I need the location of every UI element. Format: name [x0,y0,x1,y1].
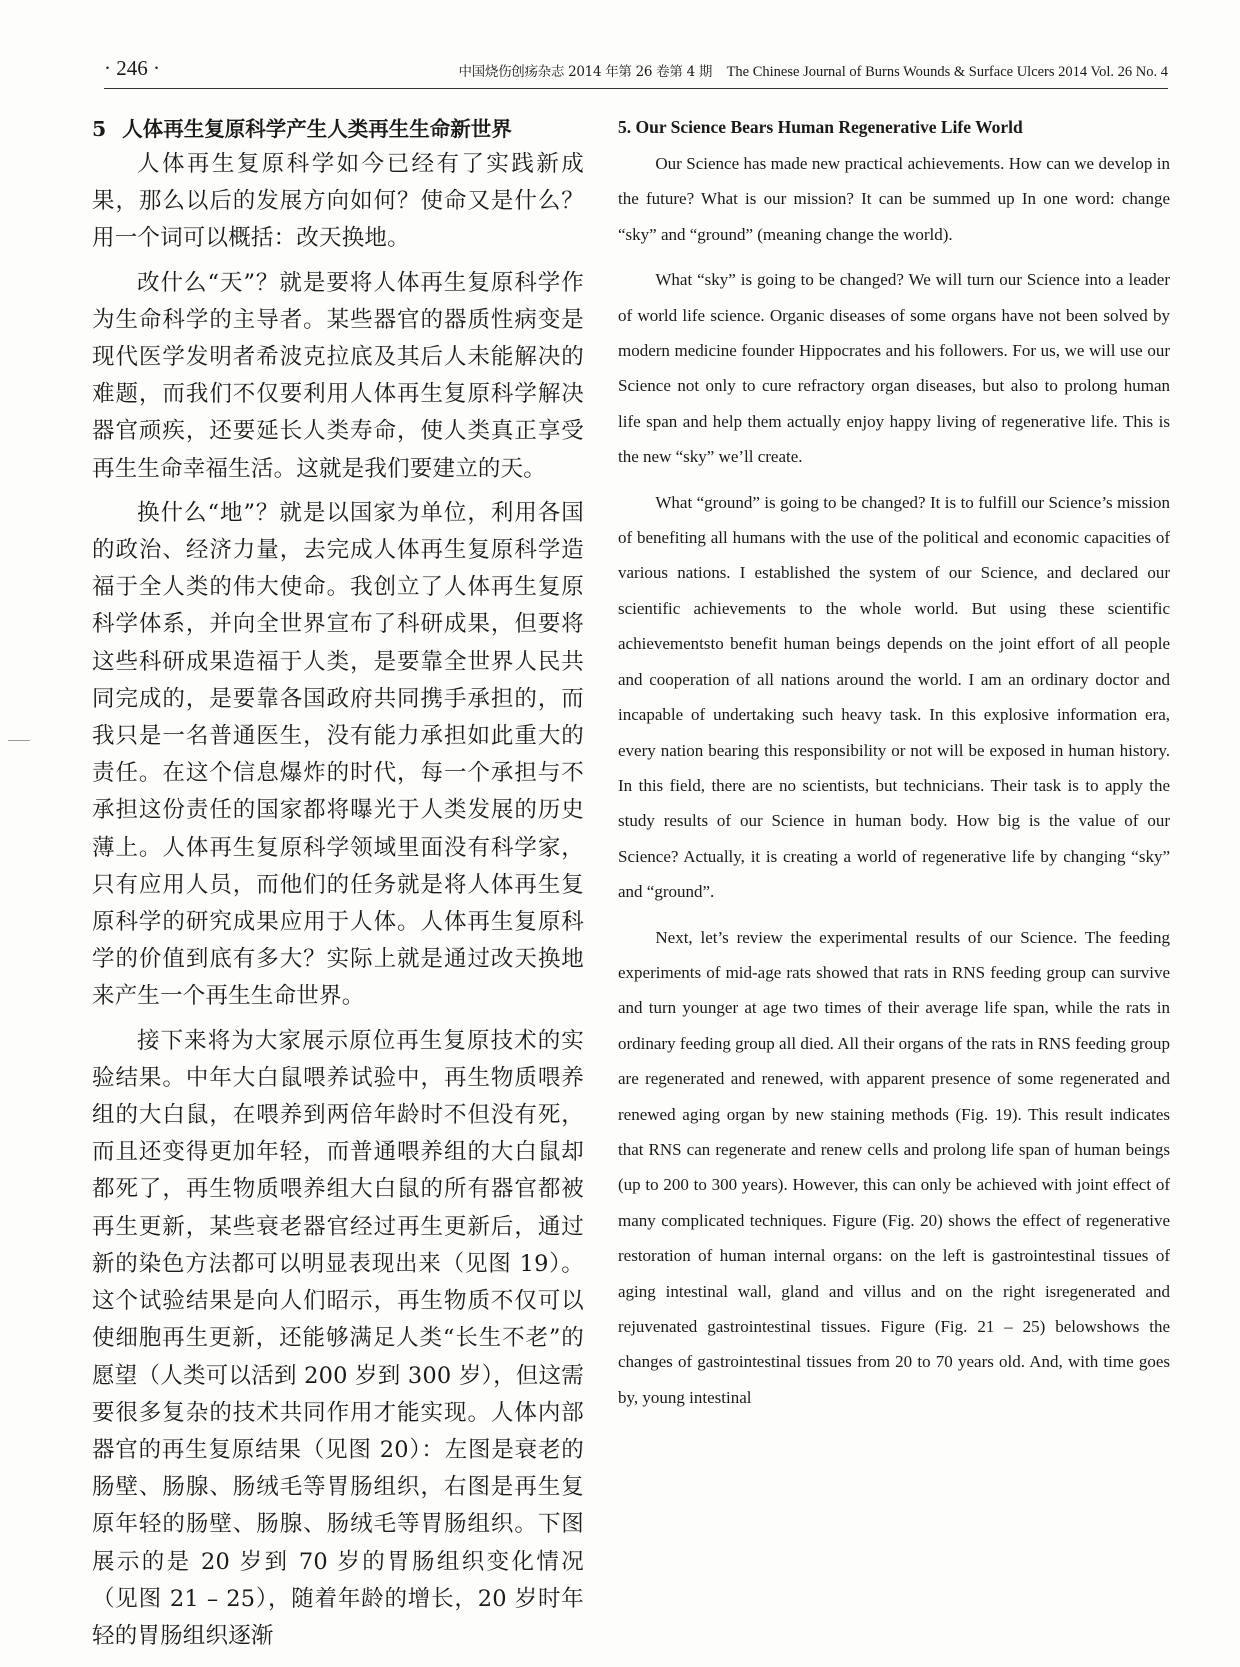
section-title-cn: 人体再生复原科学产生人类再生生命新世界 [122,117,512,141]
running-header [104,54,1168,89]
section-number: 5 [92,117,107,141]
chinese-column [92,112,584,1655]
paragraph-en-3: What “ground” is going to be changed? It is to fulfill our Science’s mission of benefiting all humans with the use of the political and economic capacities of various nations. I established the system of our Science, and declared our scientific achievements to the whole world. But using these scientific achievementsto benefit human beings depends on the joint effort of all people and cooperation of all nations around the world. I am an ordinary doctor and incapable of undertaking such heavy task. In this explosive information era, every nation bearing this responsibility or not will be exposed in human history. In this field, there are no scientists, but technicians. Their task is to apply the study results of our Science in human body. How big is the value of our Science? Actually, it is creating a world of regenerative life by changing “sky” and “ground”. [618,492,1170,902]
paragraph-cn-1: 人体再生复原科学如今已经有了实践新成果，那么以后的发展方向如何？使命又是什么？用一个词可以概括：改天换地。 [92,151,584,252]
section-title-en: 5. Our Science Bears Human Regenerative Life World [618,117,1023,137]
journal-citation [458,60,1168,81]
paragraph-cn-2: 改什么“天”？就是要将人体再生复原科学作为生命科学的主导者。某些器官的器质性病变是现代医学发明者希波克拉底及其后人未能解决的难题，而我们不仅要利用人体再生复原科学解决器官顽疾，还要延长人类寿命，使人类真正享受再生生命幸福生活。这就是我们要建立的天。 [92,269,584,482]
paragraph-en-2: What “sky” is going to be changed? We will turn our Science into a leader of world life science. Organic diseases of some organs have not been solved by modern medicine founder Hippocrates and his followers. For us, we will use our Science not only to cure refractory organ diseases, but also to prolong human life span and help them actually enjoy happy living of regenerative life. This is the new “sky” we’ll create. [618,270,1170,467]
margin-mark [8,740,30,741]
paragraph-cn-4: 接下来将为大家展示原位再生复原技术的实验结果。中年大白鼠喂养试验中，再生物质喂养组的大白鼠，在喂养到两倍年龄时不但没有死，而且还变得更加年轻，而普通喂养组的大白鼠却都死了，再生物质喂养组大白鼠的所有器官都被再生更新，某些衰老器官经过再生更新后，通过新的染色方法都可以明显表现出来（见图 19）。这个试验结果是向人们昭示，再生物质不仅可以使细胞再生更新，还能够满足人类“长生不老”的愿望（人类可以活到 200 岁到 300 岁），但这需要很多复杂的技术共同作用才能实现。人体内部器官的再生复原结果（见图 20）：左图是衰老的肠壁、肠腺、肠绒毛等胃肠组织，右图是再生复原年轻的肠壁、肠腺、肠绒毛等胃肠组织。下图展示的是 20 岁到 70 岁的胃肠组织变化情况（见图 21 – 25），随着年龄的增长，20 岁时年轻的胃肠组织逐渐 [92,1027,585,1649]
paragraph-en-1: Our Science has made new practical achievements. How can we develop in the future? What is our mission? It can be summed up In one word: change “sky” and “ground” (meaning change the world). [618,154,1170,244]
page-number: · 246 · [104,56,160,80]
section-heading-cn [92,112,584,146]
paragraph-cn-3: 换什么“地”？就是以国家为单位，利用各国的政治、经济力量，去完成人体再生复原科学造福于全人类的伟大使命。我创立了人体再生复原科学体系，并向全世界宣布了科研成果，但要将这些科研成果造福于人类，是要靠全世界人民共同完成的，是要靠各国政府共同携手承担的，而我只是一名普通医生，没有能力承担如此重大的责任。在这个信息爆炸的时代，每一个承担与不承担这份责任的国家都将曝光于人类发展的历史薄上。人体再生复原科学领域里面没有科学家，只有应用人员，而他们的任务就是将人体再生复原科学的研究成果应用于人体。人体再生复原科学的价值到底有多大？实际上就是通过改天换地来产生一个再生生命世界。 [92,499,584,1010]
journal-title-en: The Chinese Journal of Burns Wounds & Surface Ulcers 2014 Vol. 26 No. 4 [726,64,1168,80]
paragraph-en-4: Next, let’s review the experimental results of our Science. The feeding experiments of mid-age rats showed that rats in RNS feeding group can survive and turn younger at age two times of their average life span, while the rats in ordinary feeding group all died. All their organs of the rats in RNS feeding group are regenerated and renewed, with apparent presence of some regenerated and renewed aging organ by new staining methods (Fig. 19). This result indicates that RNS can regenerate and renew cells and prolong life span of human beings (up to 200 to 300 years). However, this can only be achieved with joint effect of many complicated techniques. Figure (Fig. 20) shows the effect of regenerative restoration of human internal organs: on the left is gastrointestinal tissues of aging intestinal wall, gland and villus and on the right isregenerated and rejuvenated gastrointestinal tissues. Figure (Fig. 21 – 25) belowshows the changes of gastrointestinal tissues from 20 to 70 years old. And, with time goes by, young intestinal [618,927,1170,1407]
journal-title-cn: 中国烧伤创疡杂志 2014 年第 26 卷第 4 期 [458,64,713,80]
english-column [618,112,1170,1415]
